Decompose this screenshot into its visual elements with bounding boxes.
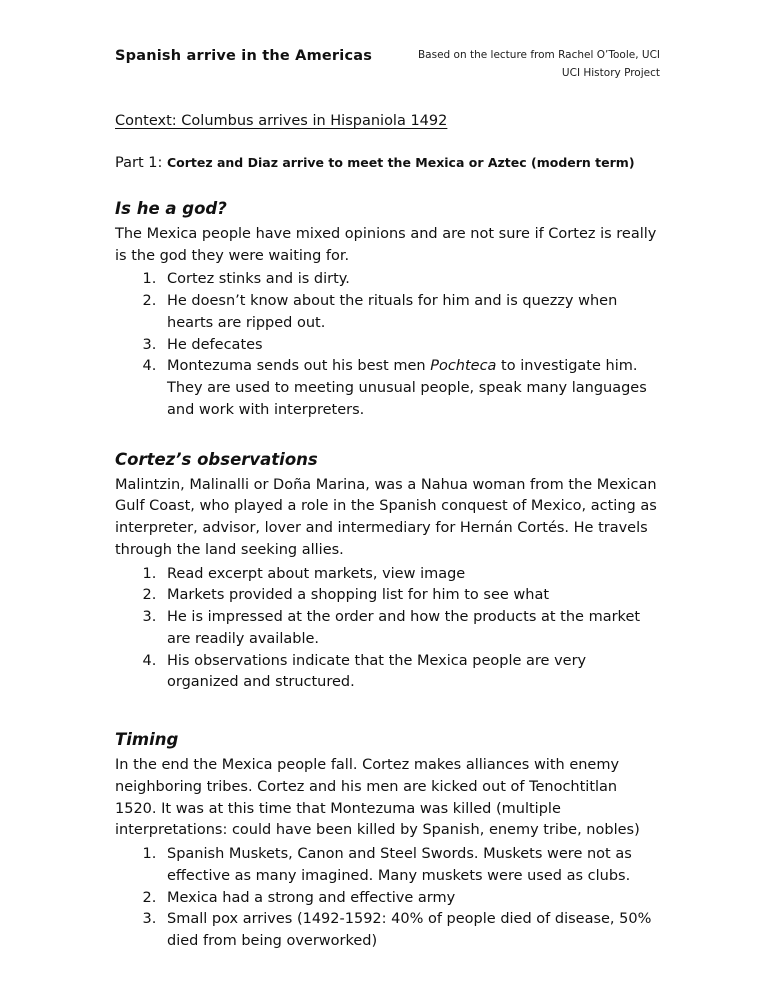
section-heading: Is he a god?	[115, 198, 227, 218]
part1-label: Part 1:	[115, 154, 167, 171]
section-intro: The Mexica people have mixed opinions and are not sure if Cortez is really is the god they were waiting for.	[115, 225, 657, 264]
list-item: 2. Mexica had a strong and effective army	[161, 888, 660, 910]
list-item	[161, 356, 660, 421]
list-item-text: to investigate him. They are used to meeting unusual people, speak many languages and work with interpreters.	[167, 358, 647, 418]
list-item-italic-term: Pochteca	[430, 358, 497, 375]
list-item: 3. Small pox arrives (1492-1592: 40% of people died of disease, 50% died from being overworked)	[161, 909, 660, 953]
section-cortez-observations	[115, 450, 660, 695]
section-intro: Malintzin, Malinalli or Doña Marina, was a Nahua woman from the Mexican Gulf Coast, who played a role in the Spanish conquest of Mexico, acting as interpreter, advisor, lover and intermediary for Hernán Cortés. He travels through the land seeking allies.	[115, 476, 657, 558]
part1-text: Cortez and Diaz arrive to meet the Mexica or Aztec (modern term)	[166, 154, 635, 170]
list-item: 1. Spanish Muskets, Canon and Steel Swords. Muskets were not as effective as many imagined. Many muskets were used as clubs.	[161, 844, 660, 888]
list-item: 1. Read excerpt about markets, view image	[161, 564, 660, 586]
list-item-text: Montezuma sends out his best men	[167, 358, 431, 375]
lecture-credit	[418, 46, 660, 83]
list-item: 2. He doesn’t know about the rituals for him and is quezzy when hearts are ripped out.	[161, 291, 660, 335]
list-item: 3. He is impressed at the order and how the products at the market are readily available.	[161, 607, 660, 651]
section-intro: In the end the Mexica people fall. Cortez makes alliances with enemy neighboring tribes. Cortez and his men are kicked out of Tenochtitlan 1520. It was at this time that Montezuma was killed (multiple interpretations: could have been killed by Spanish, enemy tribe, nobles)	[115, 757, 640, 839]
section-heading: Timing	[115, 730, 179, 749]
list-item: 4. His observations indicate that the Mexica people are very organized and structured.	[161, 651, 660, 695]
part1-line	[115, 155, 660, 171]
list-item: 1. Cortez stinks and is dirty.	[161, 269, 660, 291]
document-header	[115, 46, 660, 83]
numbered-list	[115, 269, 660, 421]
section-timing	[115, 730, 660, 953]
section-is-he-a-god	[115, 199, 660, 422]
credit-line-1: Based on the lecture from Rachel O’Toole, UCI	[417, 49, 660, 61]
list-item: 3. He defecates	[161, 335, 660, 357]
credit-line-2: UCI History Project	[561, 67, 660, 80]
list-item: 2. Markets provided a shopping list for him to see what	[161, 585, 660, 607]
document-title: Spanish arrive in the Americas	[115, 48, 373, 64]
section-heading: Cortez’s observations	[115, 449, 318, 469]
numbered-list	[115, 564, 660, 695]
numbered-list	[115, 844, 660, 953]
context-line: Context: Columbus arrives in Hispaniola 1492	[115, 112, 448, 129]
